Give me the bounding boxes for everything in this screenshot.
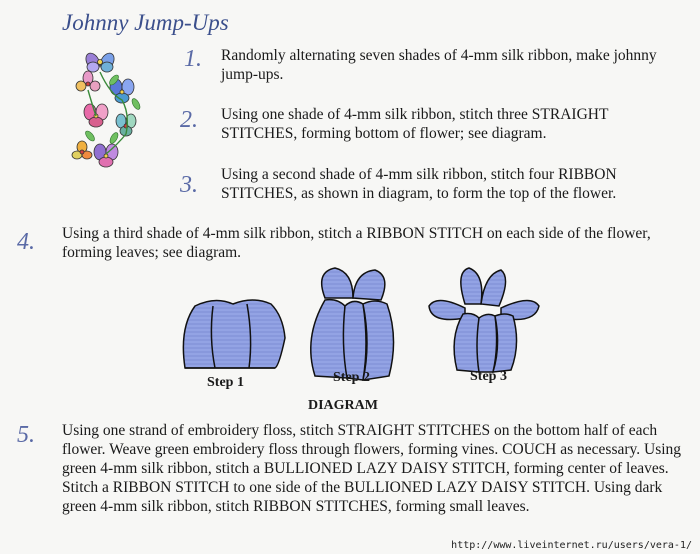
step-4-number: 4. (17, 229, 35, 255)
diagram-caption: DIAGRAM (308, 398, 378, 413)
flower-illustration (70, 44, 180, 184)
diagram-step-3-label: Step 3 (470, 369, 507, 384)
diagram-step-1-label: Step 1 (207, 375, 244, 390)
step-3-drawing (429, 268, 539, 372)
step-3-number: 3. (180, 172, 198, 198)
step-2-drawing (311, 268, 394, 380)
step-4-text: Using a third shade of 4-mm silk ribbon, stitch a RIBBON STITCH on each side of the flower, forming leaves; see diagram. (62, 225, 651, 261)
step-3-text: Using a second shade of 4-mm silk ribbon, stitch four RIBBON STITCHES, as shown in diagram, to form the top of the flower. (221, 166, 617, 202)
step-1-number: 1. (184, 46, 202, 72)
step-1-drawing (183, 300, 285, 368)
step-2-number: 2. (180, 107, 198, 133)
step-1-text: Randomly alternating seven shades of 4-mm silk ribbon, make johnny jump-ups. (221, 47, 657, 83)
step-5-number: 5. (17, 422, 35, 448)
page-title: Johnny Jump-Ups (62, 10, 229, 35)
step-2-text: Using one shade of 4-mm silk ribbon, stitch three STRAIGHT STITCHES, forming bottom of flower; see diagram. (221, 106, 609, 142)
step-5-text: Using one strand of embroidery floss, stitch STRAIGHT STITCHES on the bottom half of each flower. Weave green embroidery floss through flowers, forming vines. COUCH as necessary. Using green 4-mm silk ribbon, stitch a BULLIONED LAZY DAISY STITCH, forming center of leaves. Stitch a RIBBON STITCH to one side of the BULLIONED LAZY DAISY STITCH. Using dark green 4-mm silk ribbon, stitch RIBBON STITCHES, forming small leaves. (62, 422, 682, 515)
diagram-step-2-label: Step 2 (333, 370, 370, 385)
diagram-figure (175, 258, 565, 418)
footer-url: http://www.liveinternet.ru/users/vera-1/ (451, 540, 692, 551)
